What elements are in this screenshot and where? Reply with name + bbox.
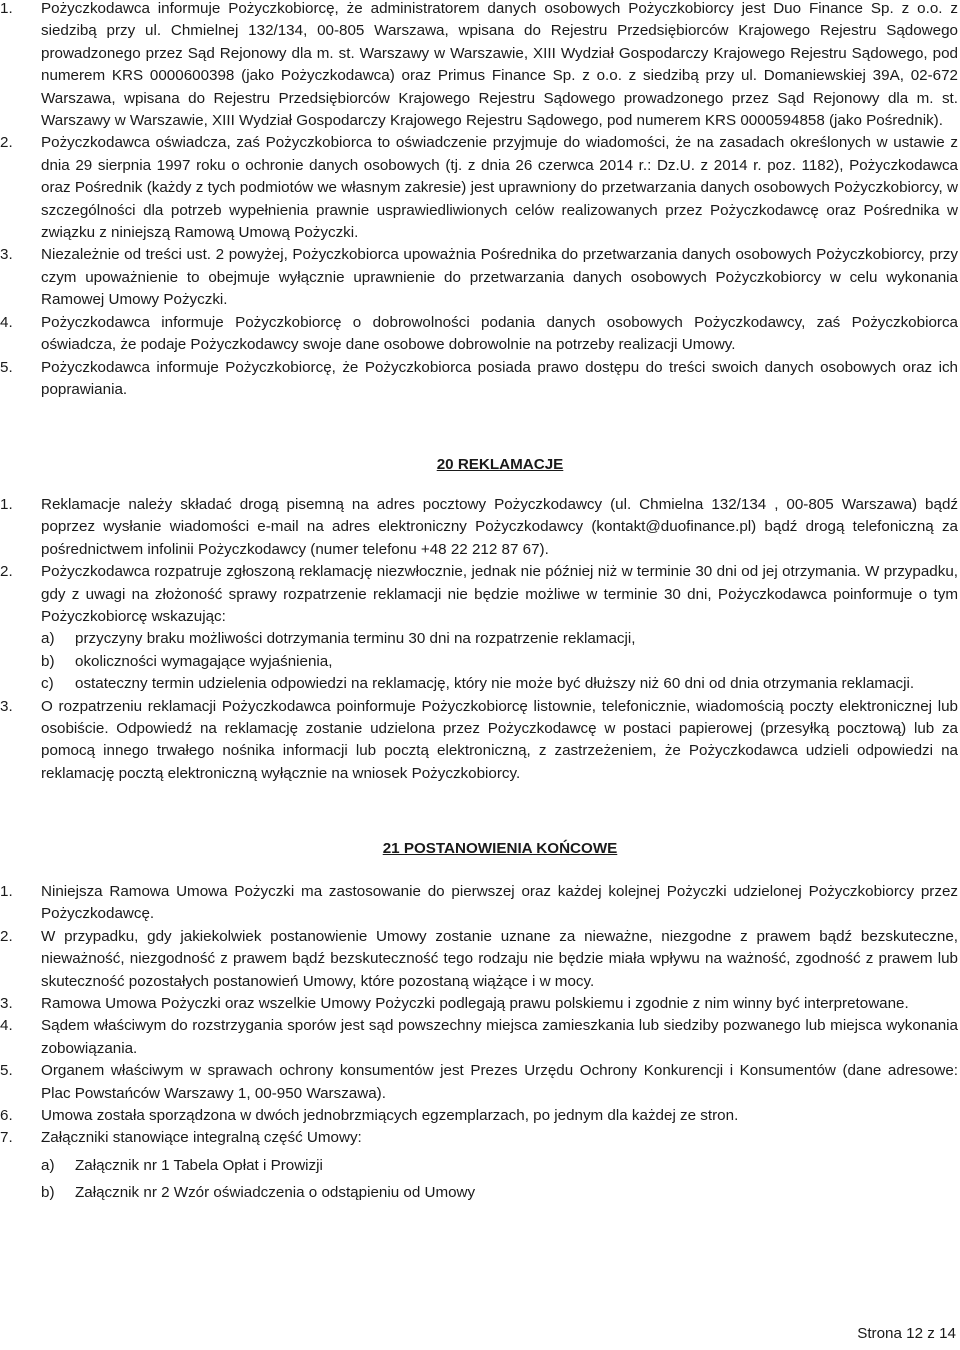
item-number: 1. [0,496,13,513]
section-heading-postanowienia: 21 POSTANOWIENIA KOŃCOWE [382,840,618,857]
attachment-text: Załącznik nr 2 Wzór oświadczenia o odstąpieniu od Umowy [75,1184,476,1202]
sub-item-text: przyczyny braku możliwości dotrzymania terminu 30 dni na rozpatrzenie reklamacji, [75,630,636,648]
item-number: 2. [0,134,13,152]
list-item [0,1015,960,1060]
item-text: O rozpatrzeniu reklamacji Pożyczkodawca poinformuje Pożyczkobiorcę listownie, telefonicznie, wiadomością poczty elektronicznej lub osobiście. Odpowiedź na reklamację zostanie udzielona przez Pożyczkodawcę w postaci papierowej (przesyłką pocztową) lub za pomocą innego trwałego nośnika informacji lub pocztą elektroniczną, z zastrzeżeniem, że Pożyczkodawca udzieli odpowiedzi na reklamację pocztą elektroniczną wyłącznie na wniosek Pożyczkobiorcy. [41,697,958,782]
item-text: Organem właściwym w sprawach ochrony konsumentów jest Prezes Urzędu Ochrony Konkurencji i Konsumentów (dane adresowe: Plac Powstańców Warszawy 1, 00-950 Warszawa). [41,1062,958,1102]
attachment-label: b) [41,1184,55,1202]
item-number: 6. [0,1107,13,1125]
item-text: Pożyczkodawca rozpatruje zgłoszoną reklamację niezwłocznie, jednak nie później niż w terminie 30 dni od jej otrzymania. W przypadku, gdy z uwagi na złożoność sprawy rozpatrzenie reklamacji nie będzie możliwe w terminie 30 dni, Pożyczkodawca poinformuje o tym Pożyczkobiorcę wskazując: [41,563,958,626]
item-number: 3. [0,246,13,264]
item-text: Sądem właściwym do rozstrzygania sporów jest sąd powszechny miejsca zamieszkania lub siedziby pozwanego lub miejsca wykonania zobowiązania. [41,1017,958,1057]
item-text: Pożyczkodawca oświadcza, zaś Pożyczkobiorca to oświadczenie przyjmuje do wiadomości, że na zasadach określonych w ustawie z dnia 29 sierpnia 1997 roku o ochronie danych osobowych (tj. z dnia 26 czerwca 2014 r.: Dz.U. z 2014 r. poz. 1182), Pożyczkodawca oraz Pośrednik (każdy z tych podmiotów we własnym zakresie) jest uprawniony do przetwarzania danych osobowych Pożyczkobiorcy, w szczególności dla potrzeb wypełnienia prawnie usprawiedliwionych celów realizowanych przez Pożyczkodawcę oraz Pośrednika w związku z niniejszą Ramową Umową Pożyczki. [41,134,958,242]
item-number: 5. [0,1062,13,1080]
item-number: 1. [0,0,13,17]
list-item [0,244,960,311]
list-item [0,993,960,1015]
item-text: Umowa została sporządzona w dwóch jednobrzmiących egzemplarzach, po jednym dla każdej ze stron. [41,1107,739,1125]
list-item [0,561,960,695]
item-text: Pożyczkodawca informuje Pożyczkobiorcę, że administratorem danych osobowych Pożyczkobiorcy jest Duo Finance Sp. z o.o. z siedzibą przy ul. Chmielnej 132/134, 00-805 Warszawa, wpisana do Rejestru Przedsiębiorców Krajowego Rejestru Sądowego prowadzonego przez Sąd Rejonowy dla m. st. Warszawy w Warszawie, XIII Wydział Gospodarczy Krajowego Rejestru Sądowego, pod numerem KRS 0000600398 (jako Pożyczkodawca) oraz Primus Finance Sp. z o.o. z siedzibą przy ul. Domaniewskiej 39A, 02-672 Warszawa, wpisana do Rejestru Przedsiębiorców Krajowego Rejestru Sądowego prowadzonego przez Sąd Rejonowy dla m. st. Warszawy w Warszawie, XIII Wydział Gospodarczy Krajowego Rejestru Sądowego, pod numerem KRS 0000594858 (jako Pośrednik). [41,0,958,130]
list-item [0,1060,960,1105]
item-number: 3. [0,995,13,1013]
attachment-item [41,1155,958,1177]
list-item [0,926,960,993]
item-number: 5. [0,358,13,376]
list-item [0,494,960,561]
item-text: Niezależnie od treści ust. 2 powyżej, Pożyczkobiorca upoważnia Pośrednika do przetwarzania danych osobowych Pożyczkobiorcy, przy czym upoważnienie to obejmuje wyłącznie uprawnienie do przetwarzania danych osobowych Pożyczkobiorcy w celu wykonania Ramowej Umowy Pożyczki. [41,246,958,309]
attachment-label: a) [41,1156,55,1174]
sub-item-label: c) [41,675,54,693]
item-text: Załączniki stanowiące integralną część Umowy: [41,1129,362,1147]
attachment-text: Załącznik nr 1 Tabela Opłat i Prowizji [75,1156,323,1174]
sub-item [41,673,958,695]
page-number: Strona 12 z 14 [857,1325,956,1342]
list-item [0,881,960,926]
attachment-item [41,1182,958,1204]
sub-item [41,651,958,673]
list-item [0,696,960,786]
list-item [0,1105,960,1127]
list-item [0,0,960,132]
complaints-list [0,494,960,785]
sub-item-label: a) [41,630,55,648]
item-text: Reklamacje należy składać drogą pisemną na adres pocztowy Pożyczkodawcy (ul. Chmielna 132/134 , 00-805 Warszawa) bądź poprzez wysłanie wiadomości e-mail na adres elektroniczny Pożyczkodawcy (kontakt@duofinance.pl) bądź drogą telefoniczną za pośrednictwem infolinii Pożyczkodawcy (numer telefonu +48 22 212 87 67). [41,496,958,558]
sub-item-label: b) [41,652,55,670]
item-text: Ramowa Umowa Pożyczki oraz wszelkie Umowy Pożyczki podlegają prawu polskiemu i zgodnie z nim winny być interpretowane. [41,995,909,1013]
sub-item-text: okoliczności wymagające wyjaśnienia, [75,652,333,670]
item-text: Pożyczkodawca informuje Pożyczkobiorcę, że Pożyczkobiorca posiada prawo dostępu do treści swoich danych osobowych oraz ich poprawiania. [41,358,958,398]
data-protection-list [0,0,960,401]
item-text: W przypadku, gdy jakiekolwiek postanowienie Umowy zostanie uznane za nieważne, niezgodne z prawem bądź bezskuteczne, nieważność, niezgodność z prawem bądź bezskuteczność tego rodzaju nie będzie miała wpływu na ważność, zgodność z prawem lub skuteczność pozostałych postanowień Umowy, które pozostaną wiążące i w mocy. [41,927,958,990]
item-number: 4. [0,1017,13,1035]
item-number: 3. [0,697,13,715]
item-text: Pożyczkodawca informuje Pożyczkobiorcę o dobrowolności podania danych osobowych Pożyczkodawcy, zaś Pożyczkobiorca oświadcza, że podaje Pożyczkodawcy swoje dane osobowe dobrowolnie na potrzeby realizacji Umowy. [41,313,958,354]
sub-item-text: ostateczny termin udzielenia odpowiedzi na reklamację, który nie może być dłuższy niż 60 dni od dnia otrzymania reklamacji. [75,675,915,693]
list-item [0,132,960,244]
item-number: 1. [0,883,13,900]
item-text: Niniejsza Ramowa Umowa Pożyczki ma zastosowanie do pierwszej oraz każdej kolejnej Pożyczki udzielonej Pożyczkobiorcy przez Pożyczkodawcę. [41,883,958,923]
list-item [0,357,960,402]
list-item [0,1127,960,1204]
item-number: 2. [0,927,13,945]
section-heading-reklamacje: 20 REKLAMACJE [436,456,564,473]
list-item [0,312,960,357]
item-number: 7. [0,1129,13,1147]
item-number: 4. [0,313,13,331]
item-number: 2. [0,563,13,581]
final-provisions-list [0,881,960,1205]
sub-item [41,628,958,650]
